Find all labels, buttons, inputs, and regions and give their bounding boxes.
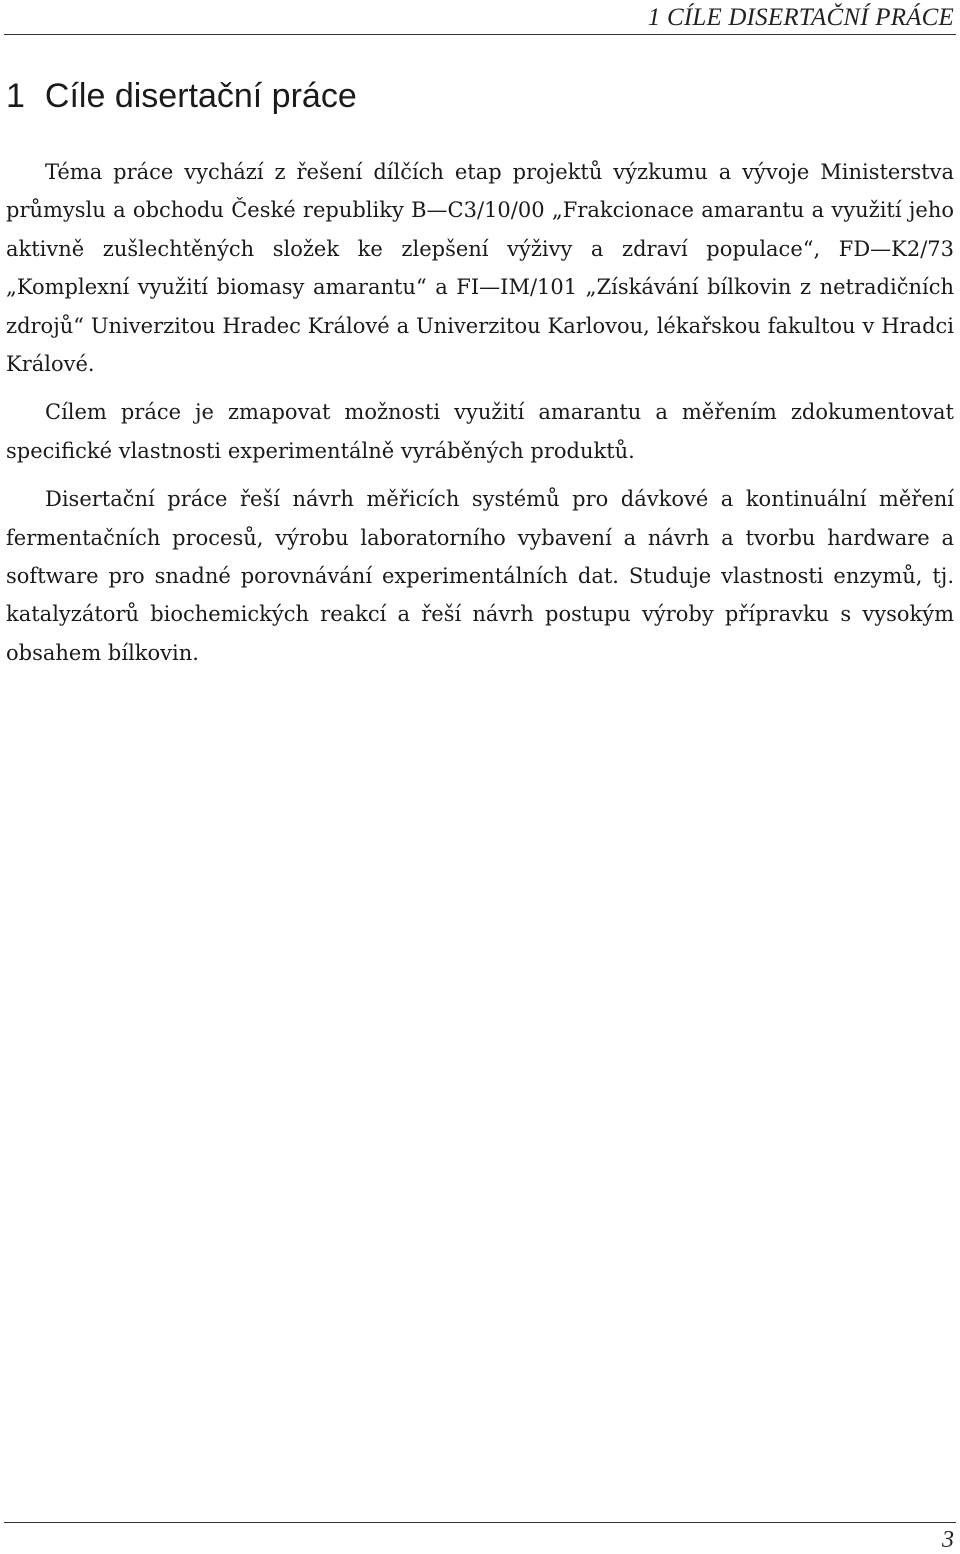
body-text <box>6 153 954 682</box>
chapter-number: 1 <box>6 77 25 115</box>
chapter-title-text: Cíle disertační práce <box>44 77 357 115</box>
running-header: 1 CÍLE DISERTAČNÍ PRÁCE <box>647 4 954 31</box>
page-number: 3 <box>942 1527 954 1553</box>
chapter-title <box>6 77 357 116</box>
header-rule <box>4 34 956 35</box>
footer-rule <box>4 1522 956 1523</box>
paragraph-2: Cílem práce je zmapovat možnosti využití amarantu a měřením zdokumentovat specifické vlastnosti experimentálně vyráběných produktů. <box>6 400 954 463</box>
paragraph-1: Téma práce vychází z řešení dílčích etap projektů výzkumu a vývoje Ministerstva průmyslu a obchodu České republiky B—C3/10/00 „Frakcionace amarantu a využití jeho aktivně zušlechtěných složek ke zlepšení výživy a zdraví populace“, FD—K2/73 „Komplexní využití biomasy amarantu“ a FI—IM/101 „Získávání bílkovin z netradičních zdrojů“ Univerzitou Hradec Králové a Univerzitou Karlovou, lékařskou fakultou v Hradci Králové. <box>6 160 954 377</box>
paragraph-3: Disertační práce řeší návrh měřicích systémů pro dávkové a kontinuální měření fermentačních procesů, výrobu laboratorního vybavení a návrh a tvorbu hardware a software pro snadné porovnávání experimentálních dat. Studuje vlastnosti enzymů, tj. katalyzátorů biochemických reakcí a řeší návrh postupu výroby přípravku s vysokým obsahem bílkovin. <box>6 487 954 665</box>
